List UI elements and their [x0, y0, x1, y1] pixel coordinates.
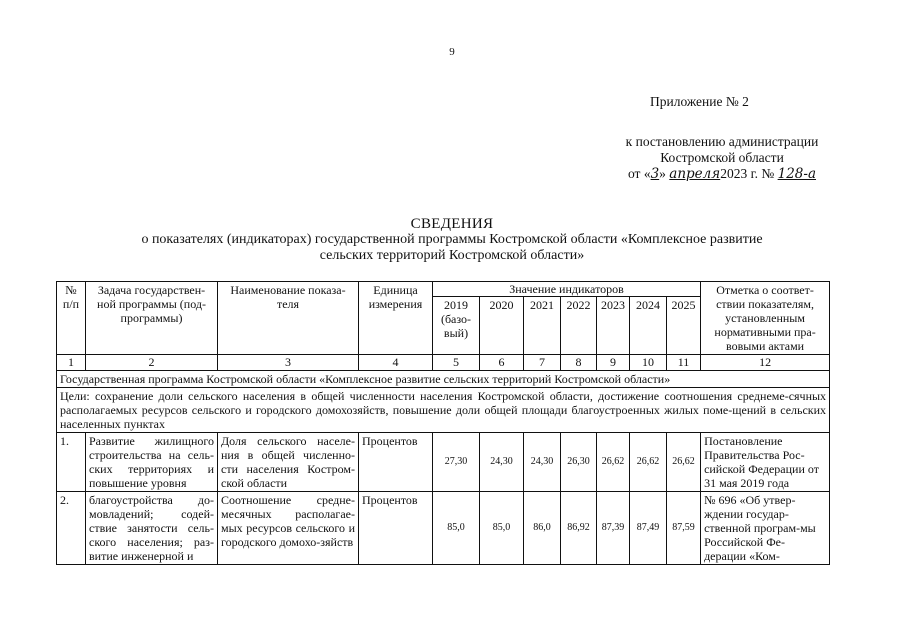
row-value-2019: 85,0: [433, 492, 480, 565]
row-value-2020: 24,30: [480, 433, 524, 492]
header-year-2023: 2023: [597, 297, 630, 355]
header-task: Задача государствен-ной программы (под-программы): [86, 282, 218, 355]
column-number: 7: [524, 355, 561, 371]
header-year-2019: 2019 (базо-вый): [433, 297, 480, 355]
header-year-2020: 2020: [480, 297, 524, 355]
row-value-2021: 24,30: [524, 433, 561, 492]
row-value-2022: 26,30: [561, 433, 597, 492]
column-numbers-row: [57, 355, 830, 371]
handwritten-day: 3: [650, 166, 660, 182]
date-quote-close: »: [659, 166, 666, 181]
table-row: [57, 492, 830, 565]
date-prefix: от «: [627, 166, 651, 181]
row-unit: Процентов: [359, 433, 433, 492]
table-row: [57, 433, 830, 492]
column-number: 12: [701, 355, 830, 371]
handwritten-month: апреля: [669, 166, 721, 182]
header-note: Отметка о соответ-ствии показателям, установленным нормативными пра-вовыми актами: [701, 282, 830, 355]
row-indicator: Доля сельского населе-ния в общей численно-сти населения Костром-ской области: [218, 433, 359, 492]
row-note: № 696 «Об утвер-ждении государ-ственной програм-мы Российской Фе-дерации «Ком-: [701, 492, 830, 565]
header-year-2021: 2021: [524, 297, 561, 355]
row-value-2020: 85,0: [480, 492, 524, 565]
handwritten-number: 128-а: [777, 166, 817, 182]
column-number: 9: [597, 355, 630, 371]
title-line1: СВЕДЕНИЯ: [410, 216, 494, 232]
header-row: [57, 282, 830, 297]
row-value-2025: 87,59: [667, 492, 701, 565]
row-value-2023: 26,62: [597, 433, 630, 492]
date-year: 2023 г. №: [720, 166, 775, 181]
header-year-2024: 2024: [630, 297, 667, 355]
indicators-table: [56, 281, 830, 565]
appendix-reference: [597, 134, 847, 182]
column-number: 5: [433, 355, 480, 371]
row-note: Постановление Правительства Рос-сийской Федерации от 31 мая 2019 года: [701, 433, 830, 492]
header-unit: Единица измерения: [359, 282, 433, 355]
column-number: 1: [57, 355, 86, 371]
column-number: 3: [218, 355, 359, 371]
appendix-reference-line2: Костромской области: [660, 150, 784, 165]
header-values-group: Значение индикаторов: [433, 282, 701, 297]
row-value-2022: 86,92: [561, 492, 597, 565]
row-task: благоустройства до-мовладений; содей-ствие занятости сель-ского населения; раз-витие инженерной и: [86, 492, 218, 565]
header-year-2025: 2025: [667, 297, 701, 355]
row-num: 2.: [57, 492, 86, 565]
column-number: 4: [359, 355, 433, 371]
row-value-2023: 87,39: [597, 492, 630, 565]
column-number: 10: [630, 355, 667, 371]
header-indicator: Наименование показа-теля: [218, 282, 359, 355]
column-number: 6: [480, 355, 524, 371]
appendix-reference-line1: к постановлению администрации: [625, 134, 819, 149]
row-unit: Процентов: [359, 492, 433, 565]
row-value-2025: 26,62: [667, 433, 701, 492]
program-row: [57, 371, 830, 388]
program-name: Государственная программа Костромской области «Комплексное развитие сельских территорий Костромской области»: [57, 371, 830, 388]
header-num: № п/п: [57, 282, 86, 355]
goals-row: [57, 388, 830, 433]
appendix-title: Приложение № 2: [650, 94, 749, 109]
appendix-date-line: [597, 166, 847, 182]
row-value-2024: 87,49: [630, 492, 667, 565]
title-line3: сельских территорий Костромской области»: [319, 248, 585, 263]
column-number: 11: [667, 355, 701, 371]
header-year-2022: 2022: [561, 297, 597, 355]
page-number: 9: [449, 46, 455, 58]
row-value-2021: 86,0: [524, 492, 561, 565]
document-title: [0, 216, 904, 264]
title-line2: о показателях (индикаторах) государственной программы Костромской области «Комплексное развитие: [141, 232, 763, 247]
row-value-2024: 26,62: [630, 433, 667, 492]
row-task: Развитие жилищного строительства на сель-ских территориях и повышение уровня: [86, 433, 218, 492]
column-number: 8: [561, 355, 597, 371]
row-num: 1.: [57, 433, 86, 492]
column-number: 2: [86, 355, 218, 371]
row-indicator: Соотношение средне-месячных располагае-мых ресурсов сельского и городского домохо-зяйств: [218, 492, 359, 565]
program-goals: Цели: сохранение доли сельского населения в общей численности населения Костромской области, достижение соотношения среднеме-сячных располагаемых ресурсов сельского и городского домохозяйств, повышение доли общей площади благоустроенных жилых поме-щений в сельских населенных пунктах: [57, 388, 830, 433]
row-value-2019: 27,30: [433, 433, 480, 492]
